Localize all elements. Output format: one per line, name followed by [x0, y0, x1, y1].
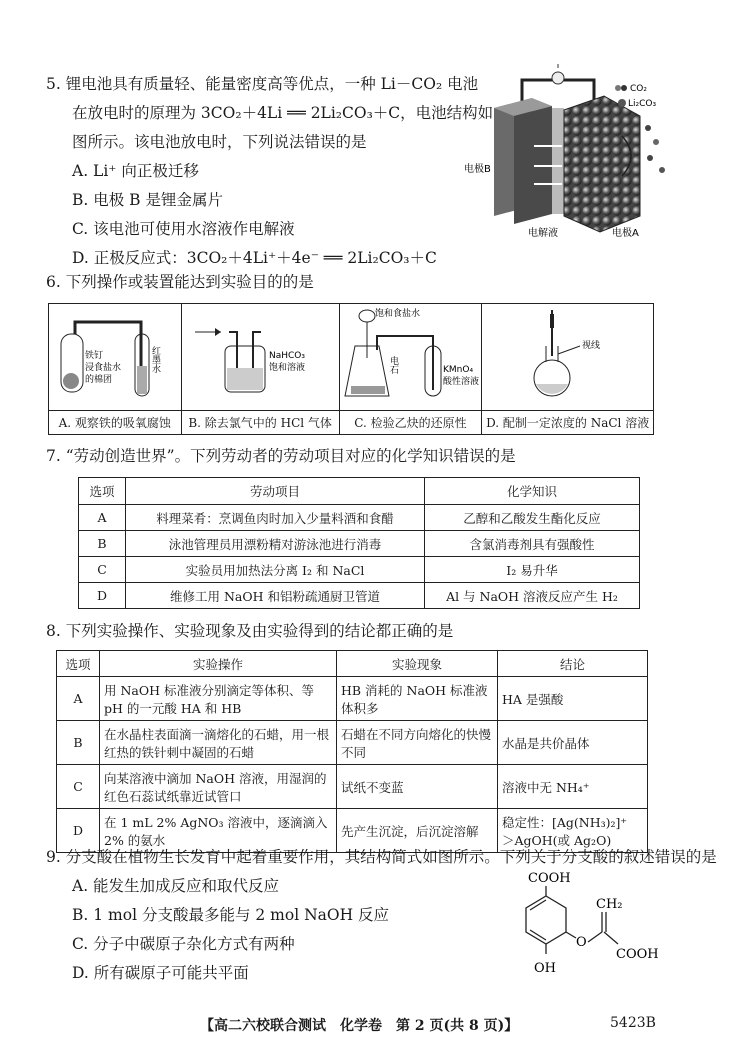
question-8 — [46, 617, 453, 646]
q6-caption-a: A. 观察铁的吸氧腐蚀 — [49, 411, 182, 435]
q8-row-a-phenomenon: HB 消耗的 NaOH 标准液体积多 — [337, 677, 498, 721]
label-saturated-solution: 饱和溶液 — [269, 362, 306, 373]
q7-row-b-activity: 泳池管理员用漂粉精对游泳池进行消毒 — [126, 531, 425, 557]
q9-option-d: D. 所有碳原子可能共平面 — [72, 964, 249, 982]
battery-diagram — [464, 66, 672, 241]
label-line-of-sight: 视线 — [581, 340, 600, 351]
q7-row-d-option: D — [79, 583, 126, 609]
label-electrolyte: 电解液 — [528, 228, 558, 239]
label-cooh-right: COOH — [616, 947, 659, 962]
q8-row-b-option: B — [57, 721, 100, 765]
question-5 — [46, 70, 494, 273]
label-ether-o: O — [576, 935, 587, 950]
q9-option-c: C. 分子中碳原子杂化方式有两种 — [72, 935, 295, 953]
q8-row-a-option: A — [57, 677, 100, 721]
label-calcium-carbide: 电石 — [388, 355, 399, 374]
q5-stem-line-3: 图所示。该电池放电时，下列说法错误的是 — [72, 133, 367, 151]
q7-row-d-knowledge: Al 与 NaOH 溶液反应产生 H₂ — [425, 583, 640, 609]
q8-row-d-phenomenon: 先产生沉淀，后沉淀溶解 — [337, 809, 498, 853]
gas-washing-bottle — [185, 306, 335, 406]
q7-header-option: 选项 — [79, 478, 126, 505]
q9-stem: 9. 分支酸在植物生长发育中起着重要作用，其结构简式如图所示。下列关于分支酸的叙述错误的是 — [46, 848, 717, 866]
label-cooh-top: COOH — [528, 871, 571, 886]
q8-stem: 8. 下列实验操作、实验现象及由实验得到的结论都正确的是 — [46, 622, 454, 640]
footer-code: 5423B — [610, 1015, 656, 1031]
q8-header-operation: 实验操作 — [100, 651, 337, 677]
q7-row-a-activity: 料理菜肴：烹调鱼肉时加入少量料酒和食醋 — [126, 505, 425, 531]
q7-row-a-option: A — [79, 505, 126, 531]
q6-caption-d: D. 配制一定浓度的 NaCl 溶液 — [482, 411, 654, 435]
label-electrode-a: 电极A — [612, 228, 639, 239]
label-salt-water: 浸食盐水 — [84, 362, 121, 373]
q8-row-c-option: C — [57, 765, 100, 809]
volumetric-flask — [488, 306, 648, 406]
q8-row-a-conclusion: HA 是强酸 — [498, 677, 648, 721]
q8-row-d-operation: 在 1 mL 2% AgNO₃ 溶液中，逐滴滴入 2% 的氨水 — [100, 809, 337, 853]
q6-caption-c: C. 检验乙炔的还原性 — [339, 411, 482, 435]
label-nahco3: NaHCO₃ — [269, 350, 306, 361]
chorismic-acid-structure — [512, 868, 682, 988]
q6-panel-b — [181, 304, 339, 411]
q8-row-b-phenomenon: 石蜡在不同方向熔化的快慢不同 — [337, 721, 498, 765]
q6-panel-c — [339, 304, 482, 411]
q6-caption-b: B. 除去氯气中的 HCl 气体 — [181, 411, 339, 435]
q7-row-a-knowledge: 乙醇和乙酸发生酯化反应 — [425, 505, 640, 531]
q8-header-phenomenon: 实验现象 — [337, 651, 498, 677]
question-7 — [46, 442, 516, 471]
q7-row-b-knowledge: 含氯消毒剂具有强酸性 — [425, 531, 640, 557]
label-kmno4: KMnO₄ — [443, 364, 474, 375]
q5-option-d: D. 正极反应式：3CO₂＋4Li⁺＋4e⁻ ══ 2Li₂CO₃＋C — [72, 249, 437, 267]
q9-option-a: A. 能发生加成反应和取代反应 — [72, 877, 280, 895]
q8-header-conclusion: 结论 — [498, 651, 648, 677]
label-electrode-b: 电极B — [464, 164, 491, 175]
label-li2co3: Li₂CO₃ — [628, 99, 657, 109]
q8-row-d-conclusion: 稳定性：[Ag(NH₃)₂]⁺ ＞AgOH(或 Ag₂O) — [498, 809, 648, 853]
label-ch2: CH₂ — [596, 897, 623, 912]
q7-row-c-knowledge: I₂ 易升华 — [425, 557, 640, 583]
q7-table — [78, 477, 640, 609]
q5-stem-line-1: 5. 锂电池具有质量轻、能量密度高等优点，一种 Li－CO₂ 电池 — [46, 75, 479, 93]
q8-table — [56, 650, 648, 853]
q5-option-a: A. Li⁺ 向正极迁移 — [72, 162, 199, 180]
q6-stem: 6. 下列操作或装置能达到实验目的的是 — [46, 273, 314, 291]
q5-option-b: B. 电极 B 是锂金属片 — [72, 191, 223, 209]
q8-row-b-conclusion: 水晶是共价晶体 — [498, 721, 648, 765]
q7-row-d-activity: 维修工用 NaOH 和铝粉疏通厨卫管道 — [126, 583, 425, 609]
q8-header-option: 选项 — [57, 651, 100, 677]
q7-header-activity: 劳动项目 — [126, 478, 425, 505]
q8-row-c-conclusion: 溶液中无 NH₄⁺ — [498, 765, 648, 809]
label-co2: CO₂ — [630, 84, 647, 94]
q5-option-c: C. 该电池可使用水溶液作电解液 — [72, 220, 295, 238]
q6-panel-d — [482, 304, 654, 411]
q6-panel-a — [49, 304, 182, 411]
footer-title: 【高二六校联合测试 化学卷 第 2 页(共 8 页)】 — [200, 1018, 519, 1034]
q8-row-c-operation: 向某溶液中滴加 NaOH 溶液，用湿润的红色石蕊试纸靠近试管口 — [100, 765, 337, 809]
q7-row-b-option: B — [79, 531, 126, 557]
label-oh: OH — [534, 961, 556, 976]
q9-option-b: B. 1 mol 分支酸最多能与 2 mol NaOH 反应 — [72, 906, 390, 924]
label-cotton: 的棉团 — [84, 374, 112, 385]
q8-row-c-phenomenon: 试纸不变蓝 — [337, 765, 498, 809]
q5-stem-line-2: 在放电时的原理为 3CO₂＋4Li ══ 2Li₂CO₃＋C，电池结构如 — [72, 104, 494, 122]
q7-stem: 7. “劳动创造世界”。下列劳动者的劳动项目对应的化学知识错误的是 — [46, 447, 516, 465]
bulb-icon — [552, 72, 564, 84]
label-iron-nail: 铁钉 — [84, 350, 103, 361]
q7-row-c-activity: 实验员用加热法分离 I₂ 和 NaCl — [126, 557, 425, 583]
q7-row-c-option: C — [79, 557, 126, 583]
q6-apparatus-table — [48, 303, 654, 435]
q8-row-a-operation: 用 NaOH 标准液分别滴定等体积、等pH 的一元酸 HA 和 HB — [100, 677, 337, 721]
q8-row-d-option: D — [57, 809, 100, 853]
label-acidic-solution: 酸性溶液 — [443, 376, 480, 387]
q8-row-b-operation: 在水晶柱表面滴一滴熔化的石蜡，用一根红热的铁针刺中凝固的石蜡 — [100, 721, 337, 765]
label-red-ink: 红墨水 — [149, 345, 160, 373]
q7-header-knowledge: 化学知识 — [425, 478, 640, 505]
label-saturated-brine: 饱和食盐水 — [375, 308, 421, 319]
acetylene-apparatus — [341, 306, 479, 406]
question-6 — [46, 268, 314, 297]
rusting-apparatus — [51, 306, 179, 406]
